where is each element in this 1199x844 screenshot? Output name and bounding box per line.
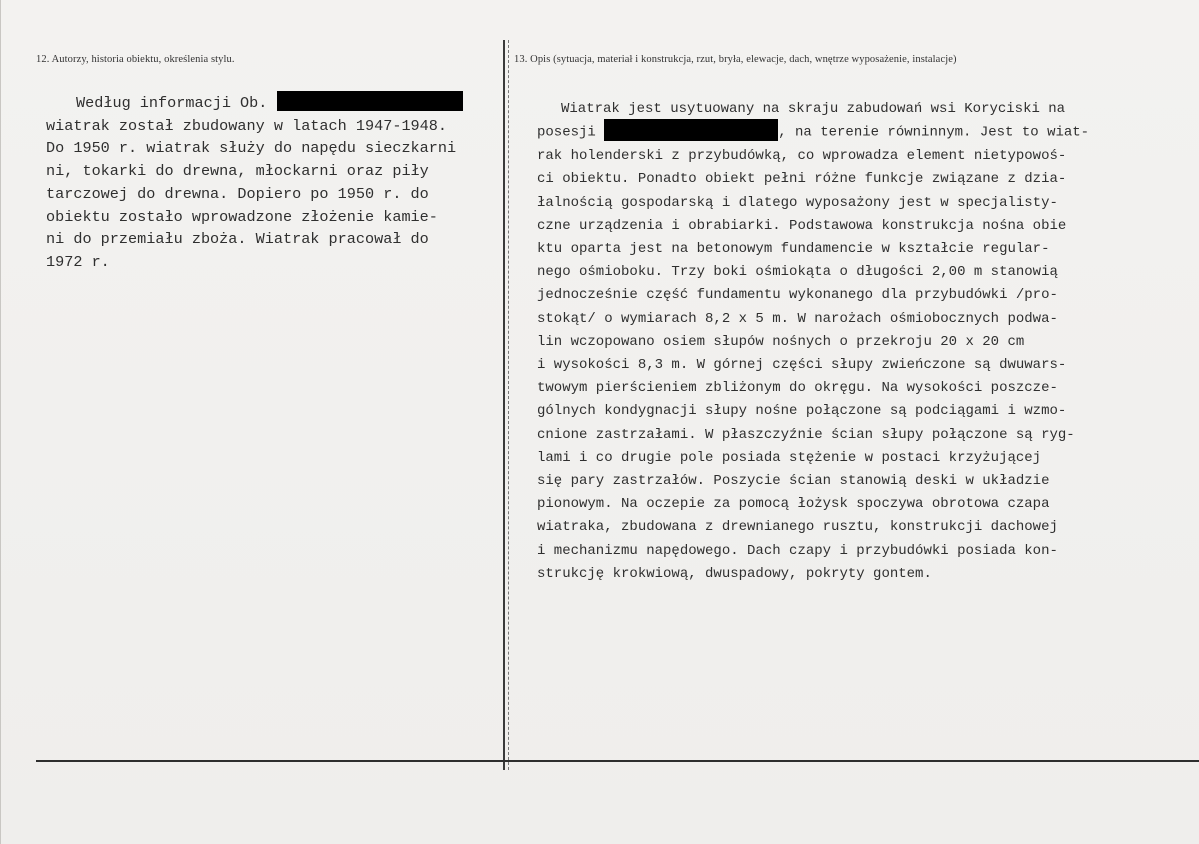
text-line: rak holenderski z przybudówką, co wprowadza element nietypowoś- xyxy=(537,148,1067,165)
text-line: ni do przemiału zboża. Wiatrak pracował do xyxy=(46,230,429,249)
section-12-header: 12. Autorzy, historia obiektu, określenia stylu. xyxy=(36,54,235,65)
text-line: jednocześnie część fundamentu wykonanego dla przybudówki /pro- xyxy=(537,287,1058,304)
text-line: Wiatrak jest usytuowany na skraju zabudowań wsi Koryciski na xyxy=(561,101,1066,117)
text-line: Według informacji Ob. xyxy=(46,92,506,115)
text-line: Do 1950 r. wiatrak służy do napędu sieczkarni xyxy=(46,139,457,158)
text-line: lin wczopowano osiem słupów nośnych o przekroju 20 x 20 cm xyxy=(537,333,1025,350)
text-line: cnione zastrzałami. W płaszczyźnie ścian słupy połączone są ryg- xyxy=(537,426,1075,443)
text-line: 1972 r. xyxy=(46,252,110,271)
section-12-text xyxy=(46,92,506,274)
text-line: ktu oparta jest na betonowym fundamencie w kształcie regular- xyxy=(537,240,1050,257)
text-line: obiektu zostało wprowadzone złożenie kamie- xyxy=(46,207,438,226)
text-line: gólnych kondygnacji słupy nośne połączone są podciągami i wzmo- xyxy=(537,403,1067,420)
redaction-bar xyxy=(604,119,778,141)
text-line: nego ośmioboku. Trzy boki ośmiokąta o długości 2,00 m stanowią xyxy=(537,264,1058,281)
text-line: pionowym. Na oczepie za pomocą łożysk spoczywa obrotowa czapa xyxy=(537,496,1050,513)
column-divider-dashed xyxy=(508,40,509,770)
text-line: i mechanizmu napędowego. Dach czapy i przybudówki posiada kon- xyxy=(537,542,1058,559)
text-line: strukcję krokwiową, dwuspadowy, pokryty gontem. xyxy=(537,565,932,582)
text-line: się pary zastrzałów. Poszycie ścian stanowią deski w układzie xyxy=(537,472,1050,489)
text-line: tarczowej do drewna. Dopiero po 1950 r. do xyxy=(46,184,429,203)
text-line: posesji , na terenie równinnym. Jest to wiat- xyxy=(537,121,1197,145)
text-line: ni, tokarki do drewna, młockarni oraz piły xyxy=(46,162,429,181)
page-edge xyxy=(0,0,1,844)
text-line: i wysokości 8,3 m. W górnej części słupy zwieńczone są dwuwars- xyxy=(537,356,1067,373)
text-line: wiatraka, zbudowana z drewnianego rusztu, konstrukcji dachowej xyxy=(537,519,1058,536)
text-line: ci obiektu. Ponadto obiekt pełni różne funkcje związane z dzia- xyxy=(537,171,1067,188)
text-line: stokąt/ o wymiarach 8,2 x 5 m. W narożach ośmiobocznych podwa- xyxy=(537,310,1058,327)
section-13-text xyxy=(537,98,1197,586)
text-line: wiatrak został zbudowany w latach 1947-1948. xyxy=(46,116,448,135)
section-13-header: 13. Opis (sytuacja, materiał i konstrukcja, rzut, bryła, elewacje, dach, wnętrze wyposażenie, instalacje) xyxy=(514,54,957,65)
text-line: lami i co drugie pole posiada stężenie w postaci krzyżującej xyxy=(537,449,1042,466)
redaction-bar xyxy=(277,91,463,111)
text-line: twowym pierścieniem zbliżonym do okręgu. Na wysokości poszcze- xyxy=(537,380,1058,397)
text-line: łalnością gospodarską i dlatego wyposażony jest w specjalisty- xyxy=(537,194,1058,211)
text-line: czne urządzenia i obrabiarki. Podstawowa konstrukcja nośna obie xyxy=(537,217,1067,234)
bottom-rule xyxy=(36,760,1199,762)
